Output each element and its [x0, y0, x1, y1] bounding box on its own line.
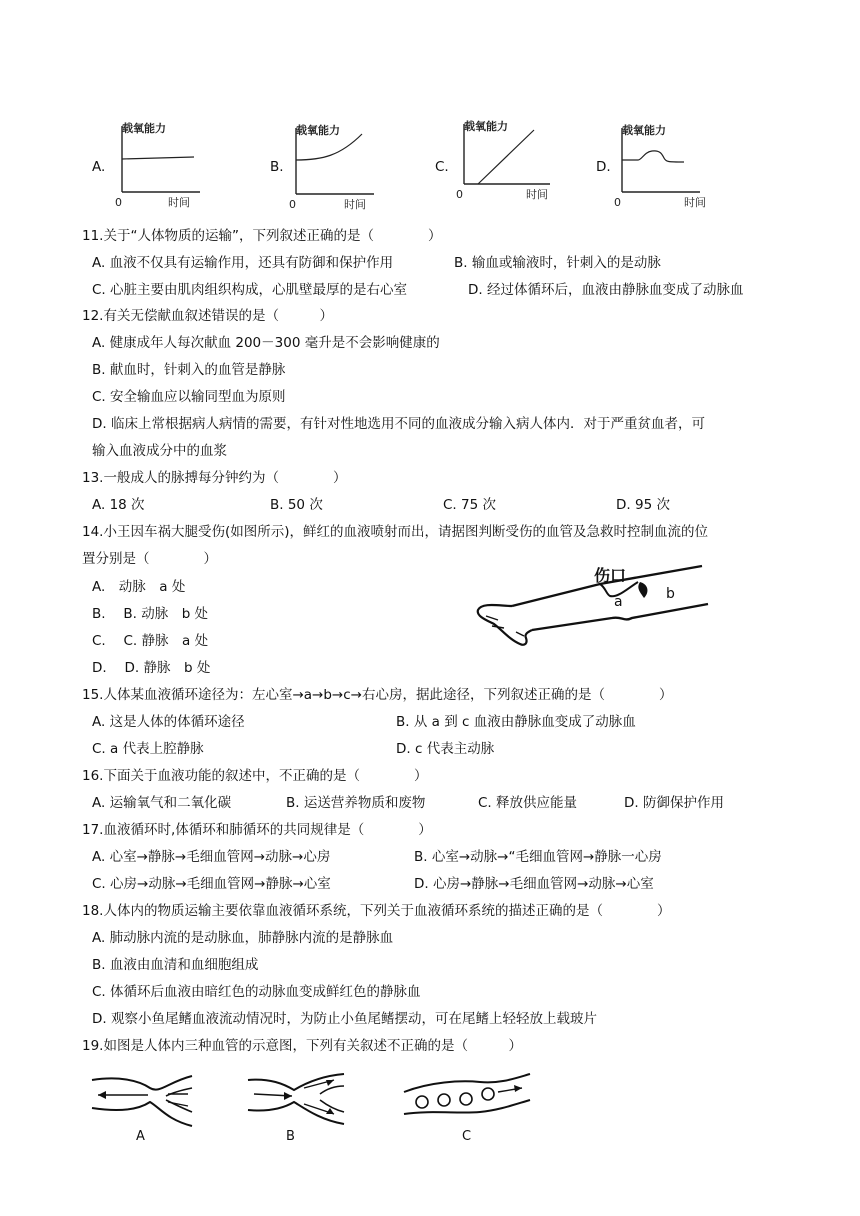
- q11-stem: 11.关于“人体物质的运输”，下列叙述正确的是（ ）: [82, 228, 442, 244]
- graph-b-letter: B.: [270, 159, 284, 175]
- graph-d-xlabel: 时间: [684, 196, 706, 209]
- graph-b-curve: [296, 134, 362, 160]
- leg-wound-figure: [472, 560, 717, 660]
- point-a-label: a: [614, 594, 623, 610]
- q17-stem: 17.血液循环时,体循环和肺循环的共同规律是（ ）: [82, 822, 432, 838]
- graph-c-letter: C.: [435, 159, 449, 175]
- q14-option-c[interactable]: C. C. 静脉 a 处: [92, 633, 209, 649]
- graph-a-xlabel: 时间: [168, 196, 190, 208]
- q18-option-d[interactable]: D. 观察小鱼尾鳍血液流动情况时，为防止小鱼尾鳍摆动，可在尾鳍上轻轻放上载玻片: [92, 1011, 597, 1027]
- q16-option-b[interactable]: B. 运送营养物质和废物: [286, 795, 426, 811]
- graph-d-letter: D.: [596, 159, 611, 175]
- q17-option-a[interactable]: A. 心室→静脉→毛细血管网→动脉→心房: [92, 849, 331, 865]
- graph-a-ylabel: 载氧能力: [122, 122, 166, 135]
- graph-b: [282, 118, 392, 210]
- q12-stem: 12.有关无偿献血叙述错误的是（ ）: [82, 308, 333, 324]
- vessel-b-label: B: [286, 1129, 295, 1142]
- wound-mark: [638, 582, 647, 598]
- q16-option-c[interactable]: C. 释放供应能量: [478, 795, 578, 811]
- graph-d-ylabel: 载氧能力: [622, 124, 666, 137]
- graph-a: [108, 118, 208, 208]
- q15-stem: 15.人体某血液循环途径为：左心室→a→b→c→右心房，据此途径，下列叙述正确的是（ ）: [82, 687, 673, 703]
- graph-b-origin: 0: [289, 198, 296, 210]
- graph-c-origin: 0: [456, 188, 463, 201]
- q14-stem: 14.小王因车祸大腿受伤(如图所示)，鲜红的血液喷射而出，请据图判断受伤的血管及急救时控制血流的位: [82, 524, 709, 540]
- vessel-c-figure: [400, 1070, 535, 1142]
- q13-option-c[interactable]: C. 75 次: [443, 497, 496, 513]
- graph-c-curve: [478, 130, 534, 184]
- graph-b-xlabel: 时间: [344, 198, 366, 210]
- q18-stem: 18.人体内的物质运输主要依靠血液循环系统，下列关于血液循环系统的描述正确的是（ ）: [82, 903, 671, 919]
- q15-option-a[interactable]: A. 这是人体的体循环途径: [92, 714, 245, 730]
- q14-option-b[interactable]: B. B. 动脉 b 处: [92, 606, 209, 622]
- vessel-a-label: A: [136, 1129, 145, 1142]
- q16-stem: 16.下面关于血液功能的叙述中，不正确的是（ ）: [82, 768, 428, 784]
- q14-option-a[interactable]: A. 动脉 a 处: [92, 579, 186, 595]
- q12-option-d[interactable]: D. 临床上常根据病人病情的需要，有针对性地选用不同的血液成分输入病人体内．对于严重贫血者，可: [92, 416, 705, 432]
- q15-option-d[interactable]: D. c 代表主动脉: [396, 741, 495, 757]
- q12-option-a[interactable]: A. 健康成年人每次献血 200－300 毫升是不会影响健康的: [92, 335, 440, 351]
- q13-stem: 13.一般成人的脉搏每分钟约为（ ）: [82, 470, 347, 486]
- vessel-b-figure: [244, 1070, 354, 1142]
- q17-option-c[interactable]: C. 心房→动脉→毛细血管网→静脉→心室: [92, 876, 331, 892]
- graph-c-xlabel: 时间: [526, 188, 548, 201]
- graph-d: [608, 118, 718, 210]
- q17-option-d[interactable]: D. 心房→静脉→毛细血管网→动脉→心室: [414, 876, 654, 892]
- q11-option-b[interactable]: B. 输血或输液时，针刺入的是动脉: [454, 255, 661, 271]
- q11-option-d[interactable]: D. 经过体循环后，血液由静脉血变成了动脉血: [468, 282, 744, 298]
- graph-c-ylabel: 载氧能力: [464, 120, 508, 133]
- vessel-c-label: C: [462, 1129, 472, 1142]
- wound-label: 伤口: [594, 566, 627, 585]
- q12-option-b[interactable]: B. 献血时，针刺入的血管是静脉: [92, 362, 286, 378]
- q11-option-a[interactable]: A. 血液不仅具有运输作用，还具有防御和保护作用: [92, 255, 394, 271]
- graph-b-ylabel: 载氧能力: [296, 124, 340, 137]
- vessel-a-figure: [88, 1070, 198, 1142]
- q12-option-d-cont: 输入血液成分中的血浆: [92, 443, 227, 459]
- graph-d-origin: 0: [614, 196, 621, 209]
- q18-option-a[interactable]: A. 肺动脉内流的是动脉血，肺静脉内流的是静脉血: [92, 930, 394, 946]
- point-b-label: b: [666, 586, 675, 602]
- q18-option-b[interactable]: B. 血液由血清和血细胞组成: [92, 957, 259, 973]
- graph-d-curve: [622, 151, 684, 162]
- q16-option-d[interactable]: D. 防御保护作用: [624, 795, 724, 811]
- q13-option-b[interactable]: B. 50 次: [270, 497, 323, 513]
- q12-option-c[interactable]: C. 安全输血应以输同型血为原则: [92, 389, 286, 405]
- q14-option-d[interactable]: D. D. 静脉 b 处: [92, 660, 211, 676]
- q19-stem: 19.如图是人体内三种血管的示意图，下列有关叙述不正确的是（ ）: [82, 1038, 522, 1054]
- graph-a-curve: [122, 157, 194, 159]
- q13-option-a[interactable]: A. 18 次: [92, 497, 145, 513]
- graph-a-origin: 0: [115, 196, 122, 208]
- q11-option-c[interactable]: C. 心脏主要由肌肉组织构成，心肌壁最厚的是右心室: [92, 282, 408, 298]
- q15-option-b[interactable]: B. 从 a 到 c 血液由静脉血变成了动脉血: [396, 714, 636, 730]
- q16-option-a[interactable]: A. 运输氧气和二氧化碳: [92, 795, 232, 811]
- graph-c: [450, 114, 560, 206]
- q15-option-c[interactable]: C. a 代表上腔静脉: [92, 741, 204, 757]
- graph-a-letter: A.: [92, 159, 106, 175]
- q13-option-d[interactable]: D. 95 次: [616, 497, 670, 513]
- q14-stem-cont: 置分别是（ ）: [82, 551, 217, 567]
- q18-option-c[interactable]: C. 体循环后血液由暗红色的动脉血变成鲜红色的静脉血: [92, 984, 421, 1000]
- q17-option-b[interactable]: B. 心室→动脉→“毛细血管网→静脉一心房: [414, 849, 662, 865]
